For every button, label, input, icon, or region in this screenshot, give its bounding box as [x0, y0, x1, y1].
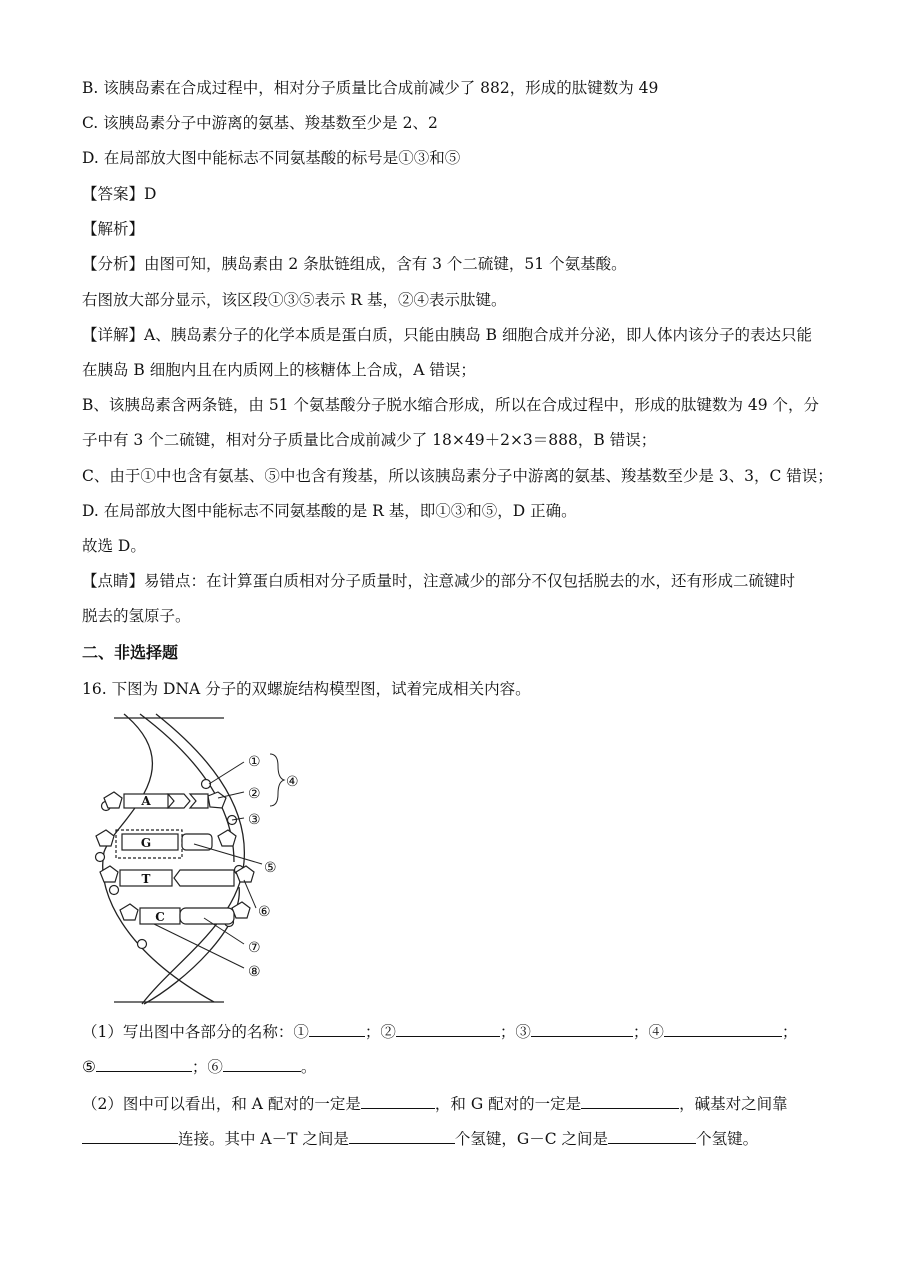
q1-blank-5[interactable]: [96, 1057, 192, 1072]
q1-sep: ；②: [364, 1023, 396, 1041]
callout-8: ⑧: [248, 964, 261, 980]
base-label-g: G: [140, 836, 152, 850]
base-label-t: T: [141, 872, 151, 886]
q1-blank-6[interactable]: [223, 1057, 301, 1072]
option-d-text: D. 在局部放大图中能标志不同氨基酸的标号是①③和⑤: [82, 149, 461, 167]
q1-sep: ；⑥: [191, 1058, 223, 1076]
q2-blank-5[interactable]: [608, 1129, 696, 1144]
q1-label-5: ⑤: [82, 1058, 96, 1076]
q1-line2: [82, 1057, 316, 1077]
sugar-pentagon: [96, 830, 114, 846]
q2-text: ，碱基对之间靠: [679, 1095, 788, 1113]
answer-text: 【答案】D: [82, 185, 157, 203]
xiangjie-a-line1: 【详解】A、胰岛素分子的化学本质是蛋白质，只能由胰岛 B 细胞合成并分泌，即人体内该分子的表达只能: [82, 326, 812, 344]
xiangjie-c-text: C、由于①中也含有氨基、⑤中也含有羧基，所以该胰岛素分子中游离的氨基、羧基数至少是 3、3，C 错误；: [82, 467, 833, 485]
q1-sep: ；③: [499, 1023, 531, 1041]
callout-3: ③: [248, 812, 261, 828]
dianjing-line1: 【点睛】易错点：在计算蛋白质相对分子质量时，注意减少的部分不仅包括脱去的水，还有形成二硫键时: [82, 572, 796, 590]
q2-text: 连接。其中 A－T 之间是: [178, 1130, 349, 1148]
option-b-text: B. 该胰岛素在合成过程中，相对分子质量比合成前减少了 882，形成的肽键数为 49: [82, 79, 659, 97]
dna-double-helix-figure: [84, 712, 304, 1010]
base-label-c: C: [155, 910, 165, 924]
q2-blank-2[interactable]: [581, 1094, 679, 1109]
phosphate-circle: [138, 940, 147, 949]
xiangjie-d-text: D. 在局部放大图中能标志不同氨基酸的是 R 基，即①③和⑤，D 正确。: [82, 502, 577, 520]
q1-blank-1[interactable]: [309, 1022, 365, 1037]
phosphate-circle: [96, 853, 105, 862]
sugar-pentagon: [232, 902, 250, 918]
q2-blank-4[interactable]: [349, 1129, 455, 1144]
q2-text: ，和 G 配对的一定是: [434, 1095, 582, 1113]
q2-line2: [82, 1129, 758, 1149]
q1-sep: ；: [781, 1023, 798, 1041]
sugar-pentagon: [104, 792, 122, 808]
callout-2: ②: [248, 786, 261, 802]
q2-blank-1[interactable]: [361, 1094, 435, 1109]
callout-5: ⑤: [264, 860, 277, 876]
q2-text: 个氢键。: [696, 1130, 759, 1148]
q1-sep: ；④: [632, 1023, 664, 1041]
base-label-a: A: [141, 794, 151, 808]
sugar-pentagon: [218, 830, 236, 846]
callout-1: ①: [248, 754, 261, 770]
q1-line1: [82, 1022, 797, 1042]
q1-blank-3[interactable]: [531, 1022, 633, 1037]
xiangjie-a-line2: 在胰岛 B 细胞内且在内质网上的核糖体上合成，A 错误；: [82, 361, 476, 379]
analysis-label: 【解析】: [82, 220, 145, 238]
q1-prefix: （1）写出图中各部分的名称：①: [82, 1023, 309, 1041]
callout-7: ⑦: [248, 940, 261, 956]
q1-end: 。: [300, 1058, 317, 1076]
callout-4: ④: [286, 774, 299, 790]
q1-blank-2[interactable]: [396, 1022, 500, 1037]
section-heading: 二、非选择题: [82, 643, 179, 662]
question-16-stem: 16. 下图为 DNA 分子的双螺旋结构模型图，试着完成相关内容。: [82, 680, 531, 698]
dianjing-line2: 脱去的氢原子。: [82, 607, 191, 625]
q2-text: 个氢键，G－C 之间是: [454, 1130, 609, 1148]
sugar-pentagon: [120, 904, 138, 920]
fenxi-text-2: 右图放大部分显示，该区段①③⑤表示 R 基，②④表示肽键。: [82, 291, 507, 309]
q2-line1: [82, 1094, 788, 1114]
option-c-text: C. 该胰岛素分子中游离的氨基、羧基数至少是 2、2: [82, 114, 438, 132]
sugar-pentagon: [208, 792, 226, 808]
q2-prefix: （2）图中可以看出，和 A 配对的一定是: [82, 1095, 361, 1113]
q2-blank-3[interactable]: [82, 1129, 178, 1144]
callout-6: ⑥: [258, 904, 271, 920]
q1-blank-4[interactable]: [664, 1022, 782, 1037]
xiangjie-b-line2: 子中有 3 个二硫键，相对分子质量比合成前减少了 18×49＋2×3＝888，B 错误；: [82, 431, 657, 449]
phosphate-circle: [110, 886, 119, 895]
fenxi-text: 【分析】由图可知，胰岛素由 2 条肽链组成，含有 3 个二硫键，51 个氨基酸。: [82, 255, 627, 273]
xiangjie-b-line1: B、该胰岛素含两条链，由 51 个氨基酸分子脱水缩合形成，所以在合成过程中，形成的肽键数为 49 个，分: [82, 396, 820, 414]
guxuan-text: 故选 D。: [82, 537, 146, 555]
